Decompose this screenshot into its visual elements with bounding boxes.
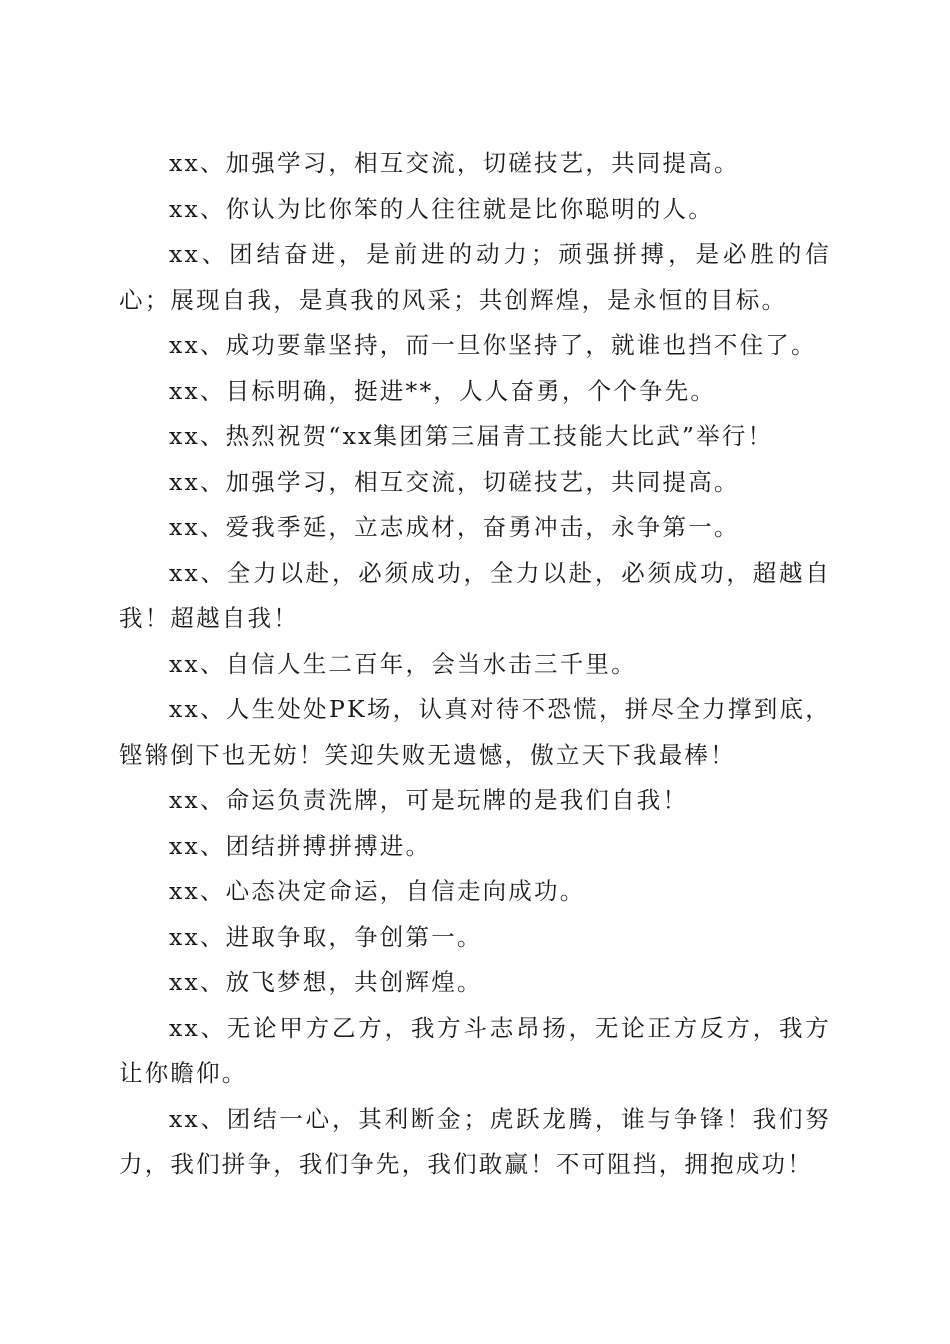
paragraph: xx、目标明确，挺进**，人人奋勇，个个争先。 (169, 376, 717, 405)
paragraph: xx、进取争取，争创第一。 (169, 922, 483, 951)
paragraph: xx、团结一心，其利断金；虎跃龙腾，谁与争锋！我们努力，我们拼争，我们争先，我们敢赢！不可阻挡，拥抱成功！ (119, 1104, 831, 1178)
document-body (119, 141, 831, 1188)
paragraph: xx、你认为比你笨的人往往就是比你聪明的人。 (169, 194, 714, 223)
paragraph: xx、放飞梦想，共创辉煌。 (169, 968, 483, 996)
paragraph: xx、命运负责洗牌，可是玩牌的是我们自我！ (169, 786, 689, 814)
paragraph: xx、人生处处PK场，认真对待不恐慌，拼尽全力撑到底，铿锵倒下也无妨！笑迎失败无遗憾，傲立天下我最棒！ (119, 695, 831, 769)
paragraph: xx、加强学习，相互交流，切磋技艺，共同提高。 (169, 467, 740, 496)
paragraph: xx、加强学习，相互交流，切磋技艺，共同提高。 (169, 149, 740, 177)
paragraph: xx、自信人生二百年，会当水击三千里。 (169, 649, 637, 678)
paragraph: xx、成功要靠坚持，而一旦你坚持了，就谁也挡不住了。 (169, 331, 817, 359)
paragraph: xx、团结奋进，是前进的动力；顽强拼搏，是必胜的信心；展现自我，是真我的风采；共创辉煌，是永恒的目标。 (119, 240, 831, 314)
paragraph: xx、热烈祝贺“xx集团第三届青工技能大比武”举行！ (169, 422, 774, 450)
paragraph: xx、爱我季延，立志成材，奋勇冲击，永争第一。 (169, 513, 740, 541)
paragraph: xx、心态决定命运，自信走向成功。 (169, 877, 586, 905)
paragraph: xx、团结拼搏拼搏进。 (169, 831, 432, 860)
paragraph: xx、全力以赴，必须成功，全力以赴，必须成功，超越自我！超越自我！ (119, 558, 831, 632)
paragraph: xx、无论甲方乙方，我方斗志昂扬，无论正方反方，我方让你瞻仰。 (119, 1013, 831, 1087)
